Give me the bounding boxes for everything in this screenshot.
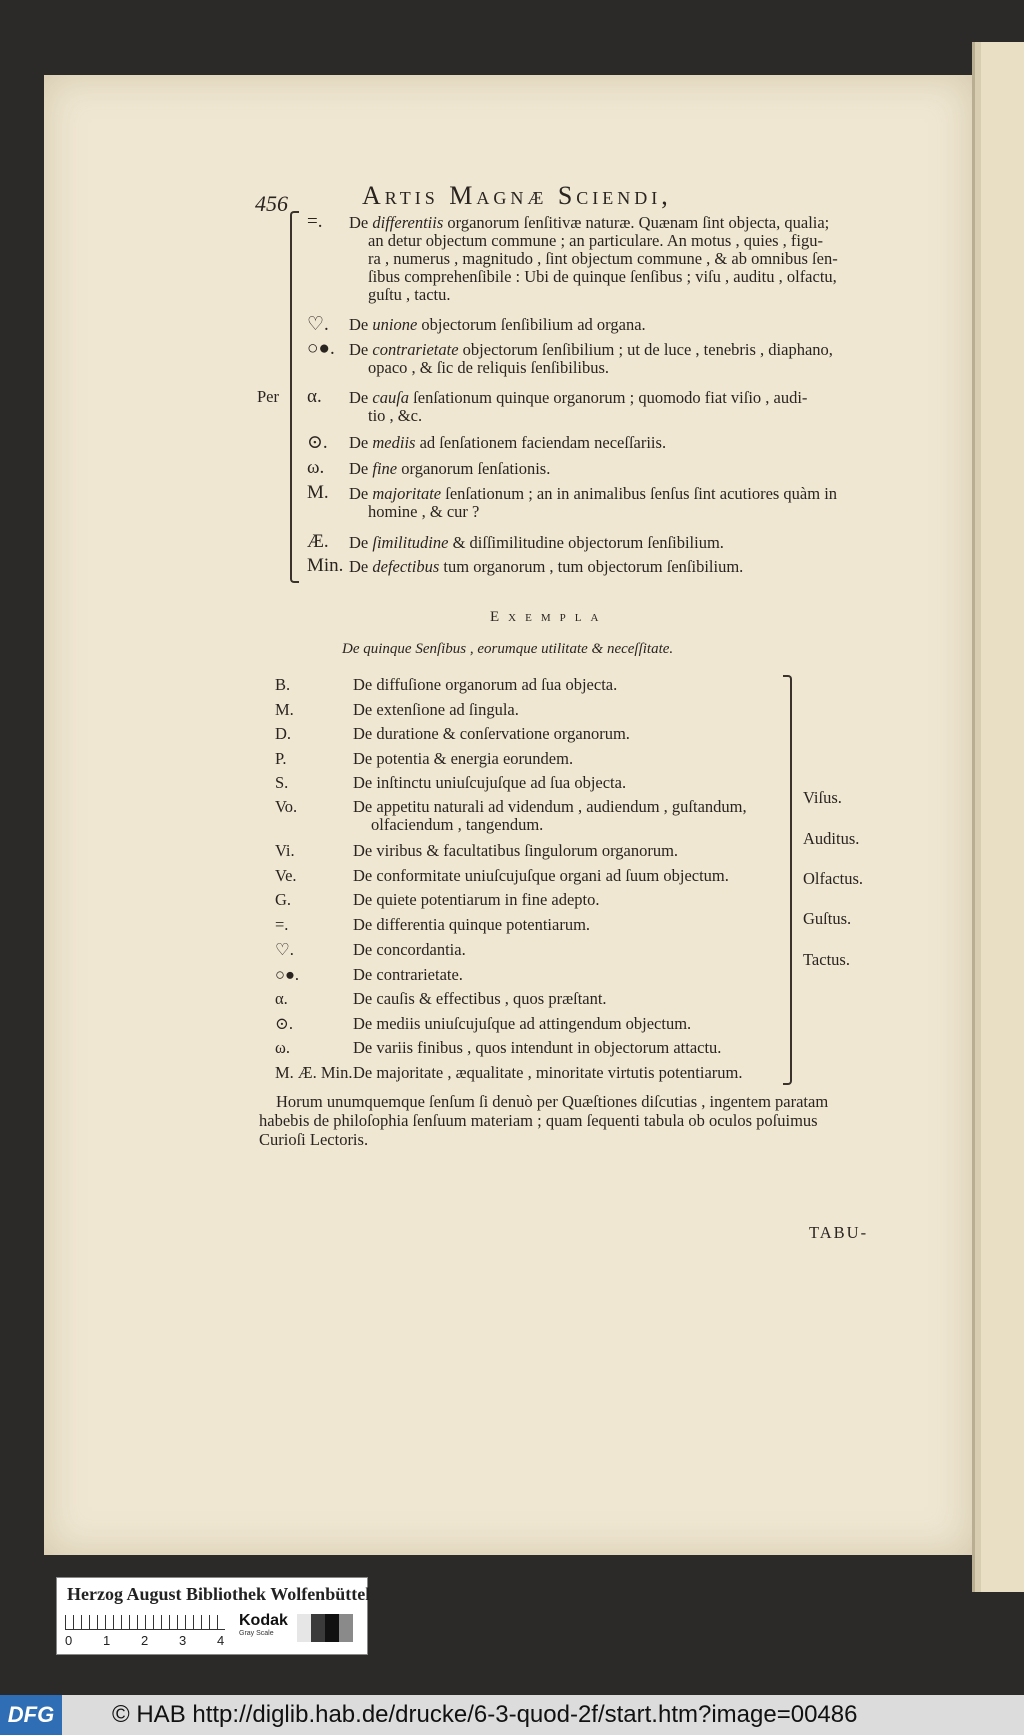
- entry-symbol: Min.: [307, 555, 344, 576]
- left-brace: [290, 211, 299, 583]
- adjacent-page-edge: [972, 42, 1024, 1592]
- entry-keyword: fine: [372, 459, 398, 478]
- entry-text: [349, 315, 646, 335]
- entry-prefix: De: [349, 388, 373, 407]
- example-symbol: ω.: [275, 1038, 290, 1057]
- example-text: De variis finibus , quos intendunt in objectorum attactu.: [353, 1038, 722, 1057]
- entry-rest: ſenſationum ; an in animalibus ſenſus ſint acutiores quàm in: [441, 484, 838, 503]
- example-symbol: ♡.: [275, 940, 294, 959]
- example-symbol: M.: [275, 700, 294, 719]
- book-page: [44, 75, 972, 1555]
- example-text: De quiete potentiarum in fine adepto.: [353, 890, 600, 909]
- gray-swatch: [339, 1614, 353, 1642]
- gray-swatch: [311, 1614, 325, 1642]
- example-continuation: olfaciendum , tangendum.: [371, 815, 544, 834]
- entry-symbol: Æ.: [307, 531, 329, 552]
- example-symbol: G.: [275, 890, 292, 909]
- example-symbol: ⊙.: [275, 1014, 293, 1033]
- entry-continuation: an detur objectum commune ; an particulare. An motus , quies , figu-: [368, 231, 824, 250]
- example-symbol: S.: [275, 773, 289, 792]
- entry-continuation: opaco , & ſic de reliquis ſenſibilibus.: [368, 358, 610, 377]
- catchword: TABU-: [809, 1223, 869, 1242]
- entry-keyword: differentiis: [372, 213, 444, 232]
- example-text: De inſtinctu uniuſcujuſque ad ſua objecta.: [353, 773, 627, 792]
- ruler-number: 3: [179, 1633, 187, 1648]
- example-text: De extenſione ad ſingula.: [353, 700, 519, 719]
- gray-swatch: [297, 1614, 311, 1642]
- example-text: De differentia quinque potentiarum.: [353, 915, 591, 934]
- entry-prefix: De: [349, 315, 373, 334]
- entry-text: [349, 388, 807, 408]
- gray-scale-label: Gray Scale: [239, 1630, 274, 1637]
- closing-line: Curioſi Lectoris.: [259, 1130, 369, 1149]
- entry-rest: objectorum ſenſibilium ad organa.: [417, 315, 646, 334]
- entry-prefix: De: [349, 459, 373, 478]
- example-symbol: Vo.: [275, 797, 298, 816]
- measurement-ruler: [65, 1615, 225, 1630]
- example-text: De potentia & energia eorundem.: [353, 749, 574, 768]
- entry-keyword: contrarietate: [372, 340, 459, 359]
- entry-prefix: De: [349, 213, 373, 232]
- example-text: De concordantia.: [353, 940, 466, 959]
- ruler-number: 4: [217, 1633, 225, 1648]
- entry-prefix: De: [349, 484, 373, 503]
- entry-text: [349, 459, 550, 479]
- entry-rest: organorum ſenſationis.: [397, 459, 551, 478]
- entry-prefix: De: [349, 533, 373, 552]
- example-text: De mediis uniuſcujuſque ad attingendum objectum.: [353, 1014, 692, 1033]
- per-label: Per: [257, 387, 279, 406]
- example-text: De cauſis & effectibus , quos præſtant.: [353, 989, 607, 1008]
- entry-keyword: ſimilitudine: [372, 533, 449, 552]
- entry-text: [349, 484, 837, 504]
- entry-symbol: =.: [307, 211, 323, 232]
- example-symbol: Vi.: [275, 841, 295, 860]
- entry-text: [349, 213, 829, 233]
- example-text: De contrarietate.: [353, 965, 463, 984]
- exempla-subtitle: De quinque Senſibus , eorumque utilitate & neceſſitate.: [342, 641, 674, 657]
- entry-keyword: mediis: [372, 433, 416, 452]
- closing-line: Horum unumquemque ſenſum ſi denuò per Quæſtiones diſcutias , ingentem paratam: [276, 1092, 829, 1111]
- entry-prefix: De: [349, 433, 373, 452]
- example-symbol: =.: [275, 915, 289, 934]
- sense-label: Olfactus.: [803, 869, 864, 888]
- library-color-card: [56, 1577, 371, 1655]
- entry-symbol: M.: [307, 482, 329, 503]
- example-text: De conformitate uniuſcujuſque organi ad ſuum objectum.: [353, 866, 729, 885]
- page-number: 456: [255, 191, 288, 216]
- closing-line: habebis de philoſophia ſenſuum materiam ; quam ſequenti tabula ob oculos poſuimus: [259, 1111, 818, 1130]
- gray-swatch: [325, 1614, 339, 1642]
- entry-rest: organorum ſenſitivæ naturæ. Quænam ſint objecta, qualia;: [443, 213, 830, 232]
- ruler-number: 0: [65, 1633, 73, 1648]
- running-head: Artis Magnæ Sciendi,: [362, 181, 672, 210]
- exempla-heading: Exempla: [490, 609, 608, 625]
- example-symbol: ○●.: [275, 965, 300, 984]
- example-text: De majoritate , æqualitate , minoritate virtutis potentiarum.: [353, 1063, 743, 1082]
- entry-keyword: defectibus: [372, 557, 440, 576]
- sense-label: Tactus.: [803, 950, 850, 969]
- entry-continuation: guſtu , tactu.: [368, 285, 451, 304]
- example-text: De viribus & facultatibus ſingulorum organorum.: [353, 841, 679, 860]
- sense-label: Viſus.: [803, 788, 842, 807]
- entry-prefix: De: [349, 340, 373, 359]
- entry-continuation: tio , &c.: [368, 406, 423, 425]
- entry-symbol: ♡.: [307, 314, 329, 335]
- entry-rest: objectorum ſenſibilium ; ut de luce , tenebris , diaphano,: [458, 340, 833, 359]
- entry-rest: ſenſationum quinque organorum ; quomodo fiat viſio , audi-: [409, 388, 808, 407]
- entry-rest: tum organorum , tum objectorum ſenſibilium.: [439, 557, 744, 576]
- entry-keyword: cauſa: [372, 388, 410, 407]
- entry-prefix: De: [349, 557, 373, 576]
- right-brace: [783, 675, 792, 1085]
- entry-continuation: ra , numerus , magnitudo , ſint objectum commune , & ab omnibus ſen-: [368, 249, 838, 268]
- example-symbol: α.: [275, 989, 288, 1008]
- example-text: De duratione & conſervatione organorum.: [353, 724, 630, 743]
- entry-symbol: ω.: [307, 457, 325, 478]
- sense-label: Guſtus.: [803, 909, 852, 928]
- entry-symbol: α.: [307, 386, 322, 407]
- dfg-logo: DFG: [0, 1695, 62, 1735]
- entry-continuation: homine , & cur ?: [368, 502, 480, 521]
- example-text: De appetitu naturali ad videndum , audiendum , guſtandum,: [353, 797, 747, 816]
- sense-label: Auditus.: [803, 829, 860, 848]
- example-symbol: P.: [275, 749, 287, 768]
- example-symbol: D.: [275, 724, 292, 743]
- ruler-number: 2: [141, 1633, 149, 1648]
- entry-text: [349, 557, 743, 577]
- entry-rest: & diſſimilitudine objectorum ſenſibilium.: [448, 533, 724, 552]
- entry-keyword: unione: [372, 315, 418, 334]
- entry-text: [349, 433, 666, 453]
- example-symbol: Ve.: [275, 866, 297, 885]
- copyright-link[interactable]: © HAB http://diglib.hab.de/drucke/6-3-quod-2f/start.htm?image=00486: [112, 1701, 858, 1728]
- example-symbol: B.: [275, 675, 291, 694]
- entry-text: [349, 533, 724, 553]
- entry-text: [349, 340, 833, 360]
- entry-rest: ad ſenſationem faciendam neceſſariis.: [415, 433, 667, 452]
- footer-bar: [0, 1695, 1024, 1735]
- entry-continuation: ſibus comprehenſibile : Ubi de quinque ſenſibus ; viſu , auditu , olfactu,: [368, 267, 837, 286]
- entry-keyword: majoritate: [372, 484, 442, 503]
- entry-symbol: ○●.: [307, 338, 335, 359]
- entry-symbol: ⊙.: [307, 432, 328, 453]
- kodak-label: Kodak: [239, 1612, 288, 1629]
- example-symbol: M. Æ. Min.: [275, 1063, 353, 1082]
- example-text: De diffuſione organorum ad ſua objecta.: [353, 675, 618, 694]
- ruler-number: 1: [103, 1633, 111, 1648]
- library-name: Herzog August Bibliothek Wolfenbüttel: [67, 1584, 371, 1604]
